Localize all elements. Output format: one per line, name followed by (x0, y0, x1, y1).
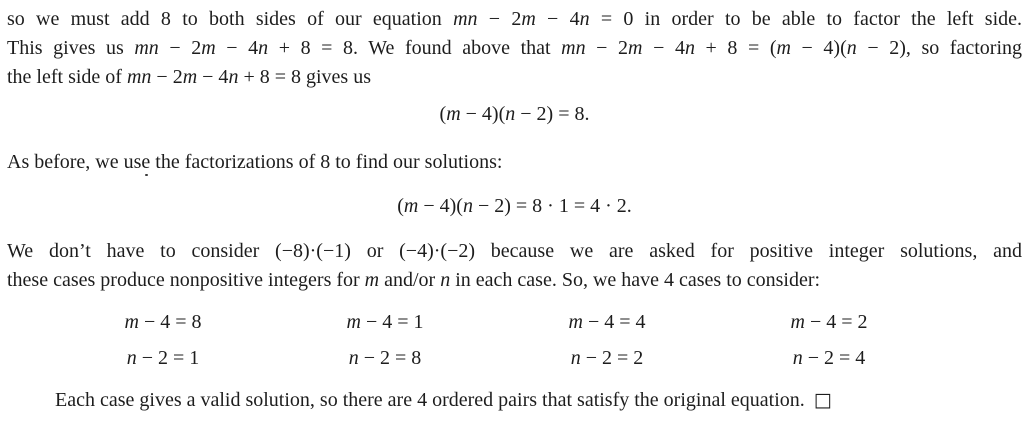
text-run: and/or (379, 269, 441, 291)
math-variable: n (684, 37, 695, 59)
math-variable: n (462, 195, 473, 217)
math-variable: mn (134, 37, 159, 59)
math-variable: m (628, 37, 643, 59)
text-run: ( (439, 103, 447, 125)
math-variable: m (346, 311, 361, 333)
text-line (7, 386, 1022, 415)
math-variable: m (182, 66, 198, 88)
case-equation (781, 340, 877, 376)
text-run: − 4)( (418, 195, 463, 217)
case-equation (559, 340, 655, 376)
case-equation (559, 304, 655, 340)
text-run: − 2) = 8. (515, 103, 590, 125)
text-run: so we must add 8 to both sides of our equation (7, 8, 454, 30)
cases-grid (7, 304, 1022, 376)
text-line (7, 63, 1022, 92)
math-variable: m (201, 37, 216, 59)
text-run: in each case. So, we have 4 cases to consider: (450, 269, 821, 291)
math-variable: n (570, 347, 581, 369)
display-equation-factored (7, 100, 1022, 129)
text-run: e (141, 151, 151, 173)
math-variable: m (568, 311, 583, 333)
paragraph-cases-intro (7, 237, 1022, 295)
paragraph-factorizations (7, 148, 1022, 177)
math-variable: m (446, 103, 461, 125)
text-run: − 2), so factoring (856, 37, 1022, 59)
text-run: + 8 = 8 gives us (238, 66, 371, 88)
math-variable: mn (453, 8, 478, 30)
math-variable: n (846, 37, 857, 59)
text-line (7, 5, 1022, 34)
text-run: − 4 (535, 8, 580, 30)
text-run: − 2 (477, 8, 522, 30)
math-variable: m (364, 269, 380, 291)
text-run: − 2 (585, 37, 629, 59)
math-variable: m (403, 195, 419, 217)
case-2 (337, 304, 433, 376)
text-run: Each case gives a valid solution, so there are 4 ordered pairs that satisfy the original equation. (55, 389, 805, 411)
text-run: − 2 (151, 66, 183, 88)
text-run: − 2 = 2 (580, 347, 644, 369)
math-variable: mn (126, 66, 152, 88)
case-equation (337, 304, 433, 340)
math-variable: n (440, 269, 451, 291)
math-variable: n (228, 66, 239, 88)
math-variable: n (792, 347, 803, 369)
text-run: − 2 = 1 (136, 347, 200, 369)
math-variable: n (258, 37, 269, 59)
text-run: the left side of (7, 66, 127, 88)
display-equation-factor-pairs (7, 192, 1022, 221)
text-run: ( (397, 195, 404, 217)
text-run: − 2 = 4 (802, 347, 866, 369)
math-variable: n (505, 103, 516, 125)
text-run: − 4 (197, 66, 229, 88)
case-equation (115, 304, 211, 340)
case-equation (781, 304, 877, 340)
math-variable: m (790, 311, 805, 333)
math-variable: m (776, 37, 791, 59)
text-line (7, 237, 1022, 266)
text-run: This gives us (7, 37, 135, 59)
text-run: − 4 = 4 (582, 311, 646, 333)
text-run: the factorizations of 8 to find our solutions: (150, 151, 503, 173)
case-equation (115, 340, 211, 376)
text-run: + 8 = ( (694, 37, 777, 59)
text-run: − 2) = 8 · 1 = 4 · 2. (472, 195, 632, 217)
case-3 (559, 304, 655, 376)
text-line (7, 148, 1022, 177)
text-run: − 4)( (790, 37, 847, 59)
text-run: − 2 = 8 (358, 347, 422, 369)
case-1 (115, 304, 211, 376)
text-run: = 0 in order to be able to factor the left side. (589, 8, 1023, 30)
text-run: these cases produce nonpositive integers for (7, 269, 365, 291)
text-line (7, 266, 1022, 295)
math-variable: n (126, 347, 137, 369)
paragraph-intro (7, 5, 1022, 92)
text-run: + 8 = 8. We found above that (268, 37, 562, 59)
text-run: − 4 = 2 (804, 311, 868, 333)
text-run: − 4 = 8 (138, 311, 202, 333)
text-line (7, 34, 1022, 63)
text-run: − 4 = 1 (360, 311, 424, 333)
text-run: − 2 (158, 37, 202, 59)
qed-box: □ (813, 389, 832, 411)
text-run: We don’t have to consider (−8)·(−1) or (−4)·(−2) because we are asked for positive integer solutions, and (7, 240, 1022, 262)
text-run: As before, we us (7, 151, 142, 173)
math-variable: n (348, 347, 359, 369)
text-run: − 4 (215, 37, 259, 59)
math-variable: m (124, 311, 139, 333)
math-variable: m (521, 8, 536, 30)
case-equation (337, 340, 433, 376)
case-4 (781, 304, 877, 376)
math-variable: n (579, 8, 590, 30)
math-variable: mn (561, 37, 586, 59)
text-run: − 4)( (460, 103, 506, 125)
paragraph-conclusion (7, 386, 1022, 415)
text-run: − 4 (642, 37, 685, 59)
